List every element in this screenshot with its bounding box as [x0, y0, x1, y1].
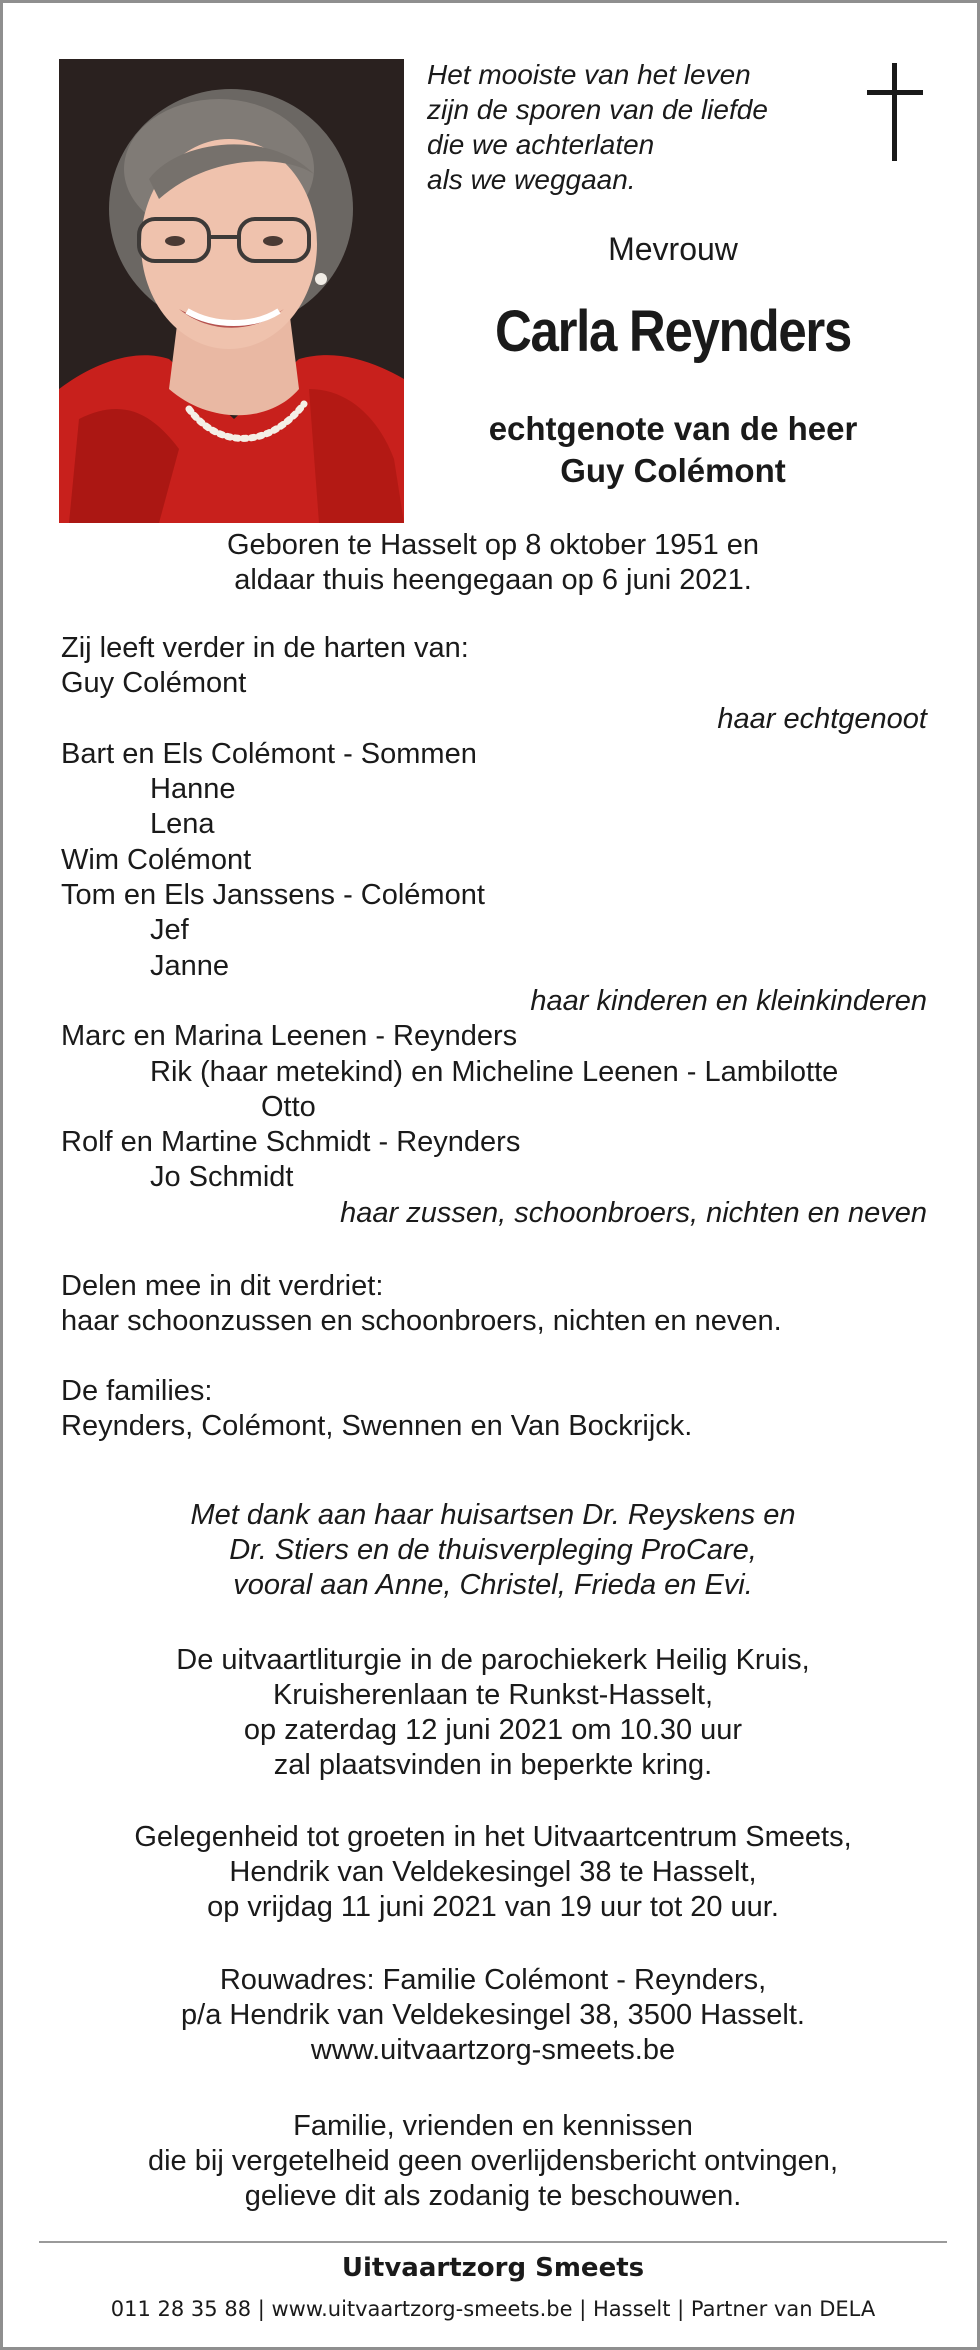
quote-line: die we achterlaten: [427, 129, 655, 160]
family-member: Wim Colémont: [61, 843, 252, 876]
notice-text: [59, 2109, 927, 2214]
spouse-line: [423, 408, 923, 492]
share-text: haar schoonzussen en schoonbroers, nichten en neven.: [61, 1305, 782, 1337]
born-line: Geboren te Hasselt op 8 oktober 1951 en: [226, 529, 760, 561]
spouse-relation: echtgenote van de heer: [488, 410, 858, 447]
greeting-line: op vrijdag 11 juni 2021 van 19 uur tot 20 uur.: [207, 1891, 779, 1923]
portrait-photo: [59, 59, 404, 523]
family-member: Janne: [150, 949, 230, 982]
thanks-line: vooral aan Anne, Christel, Frieda en Evi.: [233, 1569, 753, 1601]
family-member: Jef: [150, 914, 189, 947]
thanks-note: [59, 1498, 927, 1603]
website-link[interactable]: www.uitvaartzorg-smeets.be: [310, 2034, 676, 2066]
cross-icon: [865, 63, 925, 163]
greeting-line: Hendrik van Veldekesingel 38 te Hasselt,: [229, 1856, 757, 1888]
family-list: [61, 631, 927, 1231]
quote-line: zijn de sporen van de liefde: [427, 94, 768, 125]
family-member: Tom en Els Janssens - Colémont: [61, 879, 485, 912]
family-member: Rik (haar metekind) en Micheline Leenen - Lambilotte: [150, 1055, 839, 1088]
family-member: Bart en Els Colémont - Sommen: [61, 737, 477, 770]
deceased-name: Carla Reynders: [494, 299, 851, 364]
address-line: p/a Hendrik van Veldekesingel 38, 3500 Hasselt.: [181, 1999, 805, 2031]
families: [61, 1374, 927, 1444]
family-member: Otto: [261, 1090, 316, 1123]
family-member: Zij leeft verder in de harten van:: [61, 632, 469, 664]
footer-divider: [39, 2241, 947, 2243]
family-member: Rolf en Martine Schmidt - Reynders: [61, 1126, 521, 1159]
mourning-address: [59, 1963, 927, 2068]
liturgy-line: De uitvaartliturgie in de parochiekerk Heilig Kruis,: [176, 1644, 810, 1676]
family-member: Jo Schmidt: [150, 1161, 294, 1194]
quote-line: als we weggaan.: [427, 164, 636, 195]
liturgy-line: op zaterdag 12 juni 2021 om 10.30 uur: [243, 1714, 743, 1746]
born-line: aldaar thuis heengegaan op 6 juni 2021.: [234, 564, 752, 596]
sharing-grief: [61, 1269, 927, 1339]
family-member: Guy Colémont: [61, 667, 247, 700]
notice-line: die bij vergetelheid geen overlijdensbericht ontvingen,: [147, 2145, 838, 2177]
visitation-info: [59, 1820, 927, 1925]
address-line: Rouwadres: Familie Colémont - Reynders,: [219, 1964, 767, 1996]
birth-death-info: [59, 528, 927, 598]
family-role: haar kinderen en kleinkinderen: [530, 984, 927, 1017]
funeral-liturgy: [59, 1643, 927, 1783]
families-text: Reynders, Colémont, Swennen en Van Bockrijck.: [61, 1410, 693, 1442]
thanks-line: Met dank aan haar huisartsen Dr. Reyskens en: [190, 1499, 796, 1531]
quote-line: Het mooiste van het leven: [427, 59, 751, 90]
family-role: haar echtgenoot: [717, 702, 927, 735]
memorial-quote: [427, 57, 827, 197]
family-member: Marc en Marina Leenen - Reynders: [61, 1020, 518, 1053]
family-member: Lena: [150, 808, 215, 841]
greeting-line: Gelegenheid tot groeten in het Uitvaartcentrum Smeets,: [134, 1821, 852, 1853]
honorific: Mevrouw: [608, 231, 738, 267]
liturgy-line: zal plaatsvinden in beperkte kring.: [273, 1749, 713, 1781]
thanks-line: Dr. Stiers en de thuisverpleging ProCare,: [229, 1534, 757, 1566]
notice-line: Familie, vrienden en kennissen: [293, 2110, 693, 2142]
funeral-home-contact: 011 28 35 88 | www.uitvaartzorg-smeets.be | Hasselt | Partner van DELA: [110, 2297, 876, 2321]
family-member: Hanne: [150, 773, 236, 806]
liturgy-line: Kruisherenlaan te Runkst-Hasselt,: [272, 1679, 714, 1711]
notice-line: gelieve dit als zodanig te beschouwen.: [244, 2180, 742, 2212]
family-role: haar zussen, schoonbroers, nichten en neven: [340, 1196, 927, 1229]
funeral-home-name: Uitvaartzorg Smeets: [341, 2253, 645, 2283]
share-heading: Delen mee in dit verdriet:: [61, 1270, 384, 1302]
spouse-name: Guy Colémont: [560, 452, 786, 489]
families-heading: De families:: [61, 1375, 213, 1407]
